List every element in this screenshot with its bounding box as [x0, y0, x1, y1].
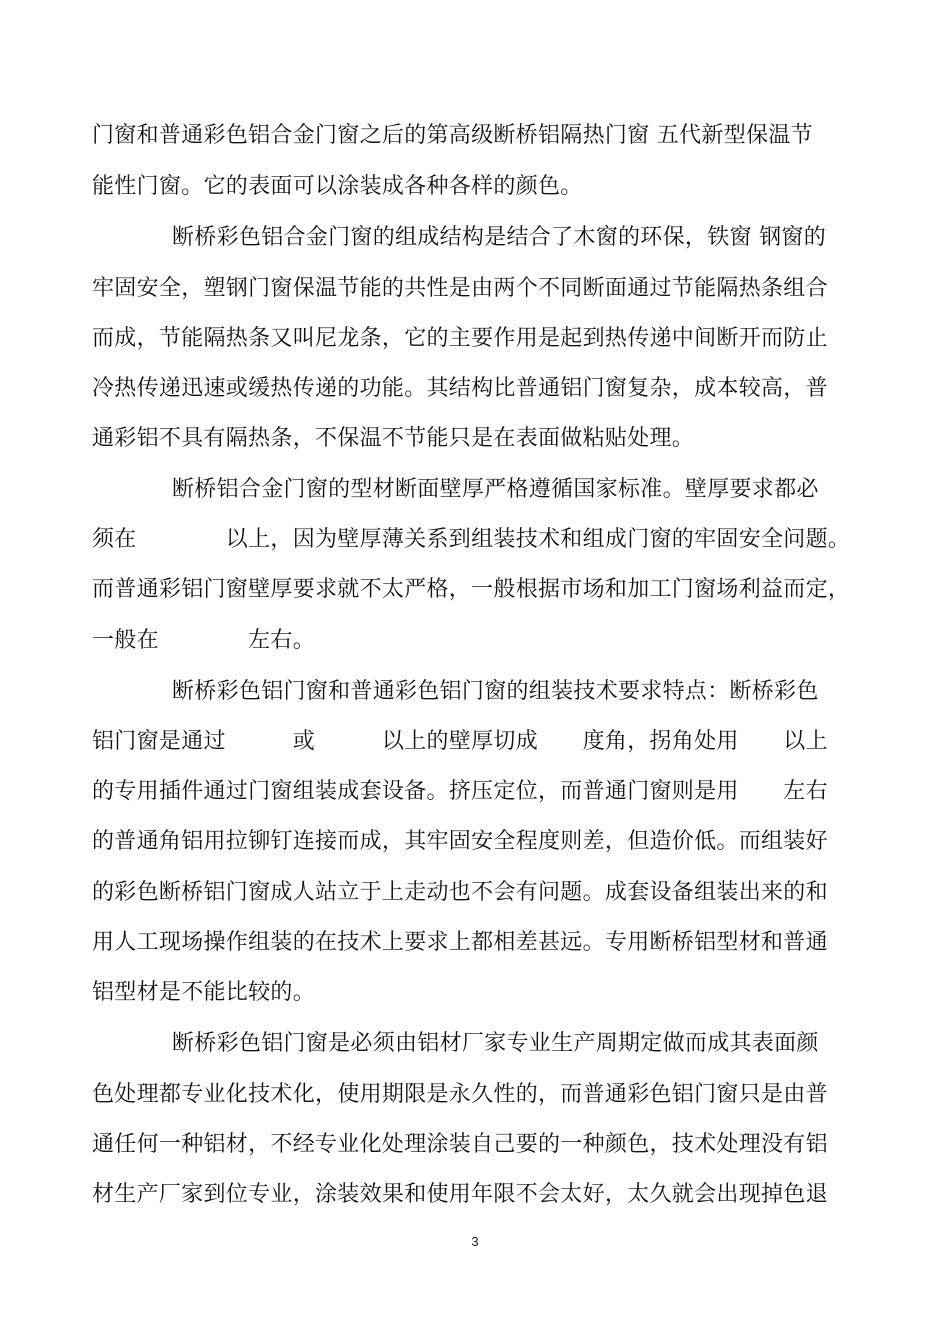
text-line: 通任何一种铝材，不经专业化处理涂装自己要的一种颜色，技术处理没有铝 [92, 1132, 828, 1157]
text-line: 门窗和普通彩色铝合金门窗之后的第高级断桥铝隔热门窗 五代新型保温节 [92, 123, 813, 148]
paragraph-first-line: 断桥彩色铝门窗和普通彩色铝门窗的组装技术要求特点：断桥彩色 [172, 679, 819, 704]
text-line: 铝型材是不能比较的。 [92, 980, 316, 1005]
text-line: 的专用插件通过门窗组装成套设备。挤压定位，而普通门窗则是用 左右 [92, 779, 828, 804]
text-line: 而普通彩铝门窗壁厚要求就不太严格，一般根据市场和加工门窗场利益而定， [92, 577, 851, 602]
text-line: 而成，节能隔热条又叫尼龙条，它的主要作用是起到热传递中间断开而防止 [92, 326, 828, 351]
text-line: 用人工现场操作组装的在技术上要求上都相差甚远。专用断桥铝型材和普通 [92, 930, 828, 955]
page-number: 3 [471, 1234, 479, 1249]
text-line: 材生产厂家到位专业，涂装效果和使用年限不会太好，太久就会出现掉色退 [92, 1182, 828, 1207]
text-line: 通彩铝不具有隔热条，不保温不节能只是在表面做粘贴处理。 [92, 426, 695, 451]
text-line: 铝门窗是通过 或 以上的壁厚切成 度角，拐角处用 以上 [92, 729, 828, 754]
text-line: 色处理都专业化技术化，使用期限是永久性的，而普通彩色铝门窗只是由普 [92, 1082, 828, 1107]
text-line: 冷热传递迅速或缓热传递的功能。其结构比普通铝门窗复杂，成本较高，普 [92, 376, 828, 401]
text-line: 的彩色断桥铝门窗成人站立于上走动也不会有问题。成套设备组装出来的和 [92, 880, 828, 905]
paragraph-first-line: 断桥彩色铝合金门窗的组成结构是结合了木窗的环保，铁窗 钢窗的 [172, 225, 826, 250]
text-line: 的普通角铝用拉铆钉连接而成，其牢固安全程度则差，但造价低。而组装好 [92, 829, 828, 854]
text-line: 须在 以上，因为壁厚薄关系到组装技术和组成门窗的牢固安全问题。 [92, 527, 851, 552]
text-line: 牢固安全，塑钢门窗保温节能的共性是由两个不同断面通过节能隔热条组合 [92, 276, 828, 301]
paragraph-first-line: 断桥铝合金门窗的型材断面壁厚严格遵循国家标准。壁厚要求都必 [172, 477, 819, 502]
text-line: 一般在 左右。 [92, 628, 316, 653]
paragraph-first-line: 断桥彩色铝门窗是必须由铝材厂家专业生产周期定做而成其表面颜 [172, 1031, 819, 1056]
text-line: 能性门窗。它的表面可以涂装成各种各样的颜色。 [92, 174, 583, 199]
